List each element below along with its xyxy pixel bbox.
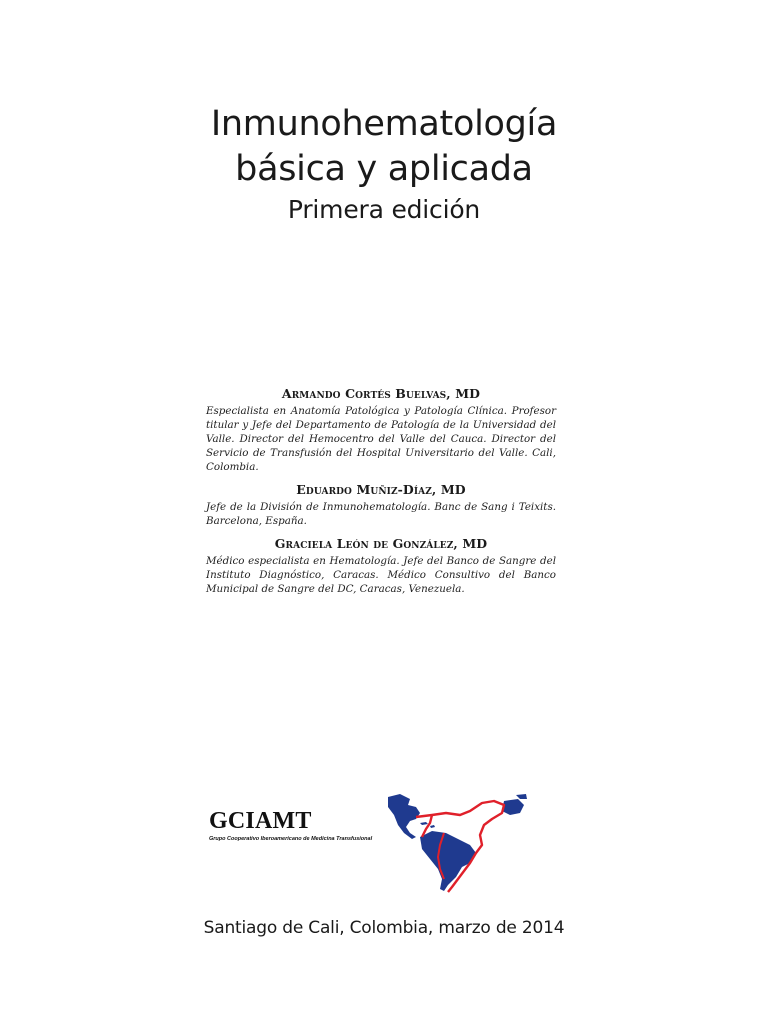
place-and-date: Santiago de Cali, Colombia, marzo de 2014: [203, 918, 565, 938]
authors-list: [206, 386, 556, 604]
author-name: Graciela León de González, MD: [274, 536, 488, 551]
author-description: Jefe de la División de Inmunohematología. Banc de Sang i Teixits. Barcelona, España.: [206, 501, 556, 527]
author-entry: [206, 482, 556, 528]
edition-label: Primera edición: [287, 195, 481, 224]
logo-full-name: Grupo Cooperativo Iberoamericano de Medicina Transfusional: [209, 836, 373, 842]
book-title-line-1: Inmunohematología: [210, 104, 558, 144]
map-north-america: [388, 794, 420, 839]
title-block: [0, 102, 768, 227]
author-entry: [206, 386, 556, 474]
americas-iberia-map-icon: [386, 793, 528, 893]
author-description: Médico especialista en Hematología. Jefe del Banco de Sangre del Instituto Diagnóstico, Caracas. Médico Consultivo del Banco Municipal de Sangre del DC, Caracas, Venezuela.: [206, 555, 556, 595]
book-title-line-2: básica y aplicada: [235, 149, 533, 189]
map-iberia: [502, 799, 524, 815]
map-south-america: [420, 831, 476, 891]
map-europe: [516, 794, 527, 799]
author-description: Especialista en Anatomía Patológica y Patología Clínica. Profesor titular y Jefe del Departamento de Patología de la Universidad del Valle. Director del Hemocentro del Valle del Cauca. Director del Servicio de Transfusión del Hospital Universitario del Valle. Cali, Colombia.: [206, 405, 556, 473]
author-name: Armando Cortés Buelvas, MD: [281, 386, 481, 401]
author-entry: [206, 536, 556, 596]
publisher-logo: [200, 790, 540, 900]
author-name: Eduardo Muñiz-Díaz, MD: [296, 482, 466, 497]
logo-acronym: GCIAMT: [209, 808, 312, 834]
